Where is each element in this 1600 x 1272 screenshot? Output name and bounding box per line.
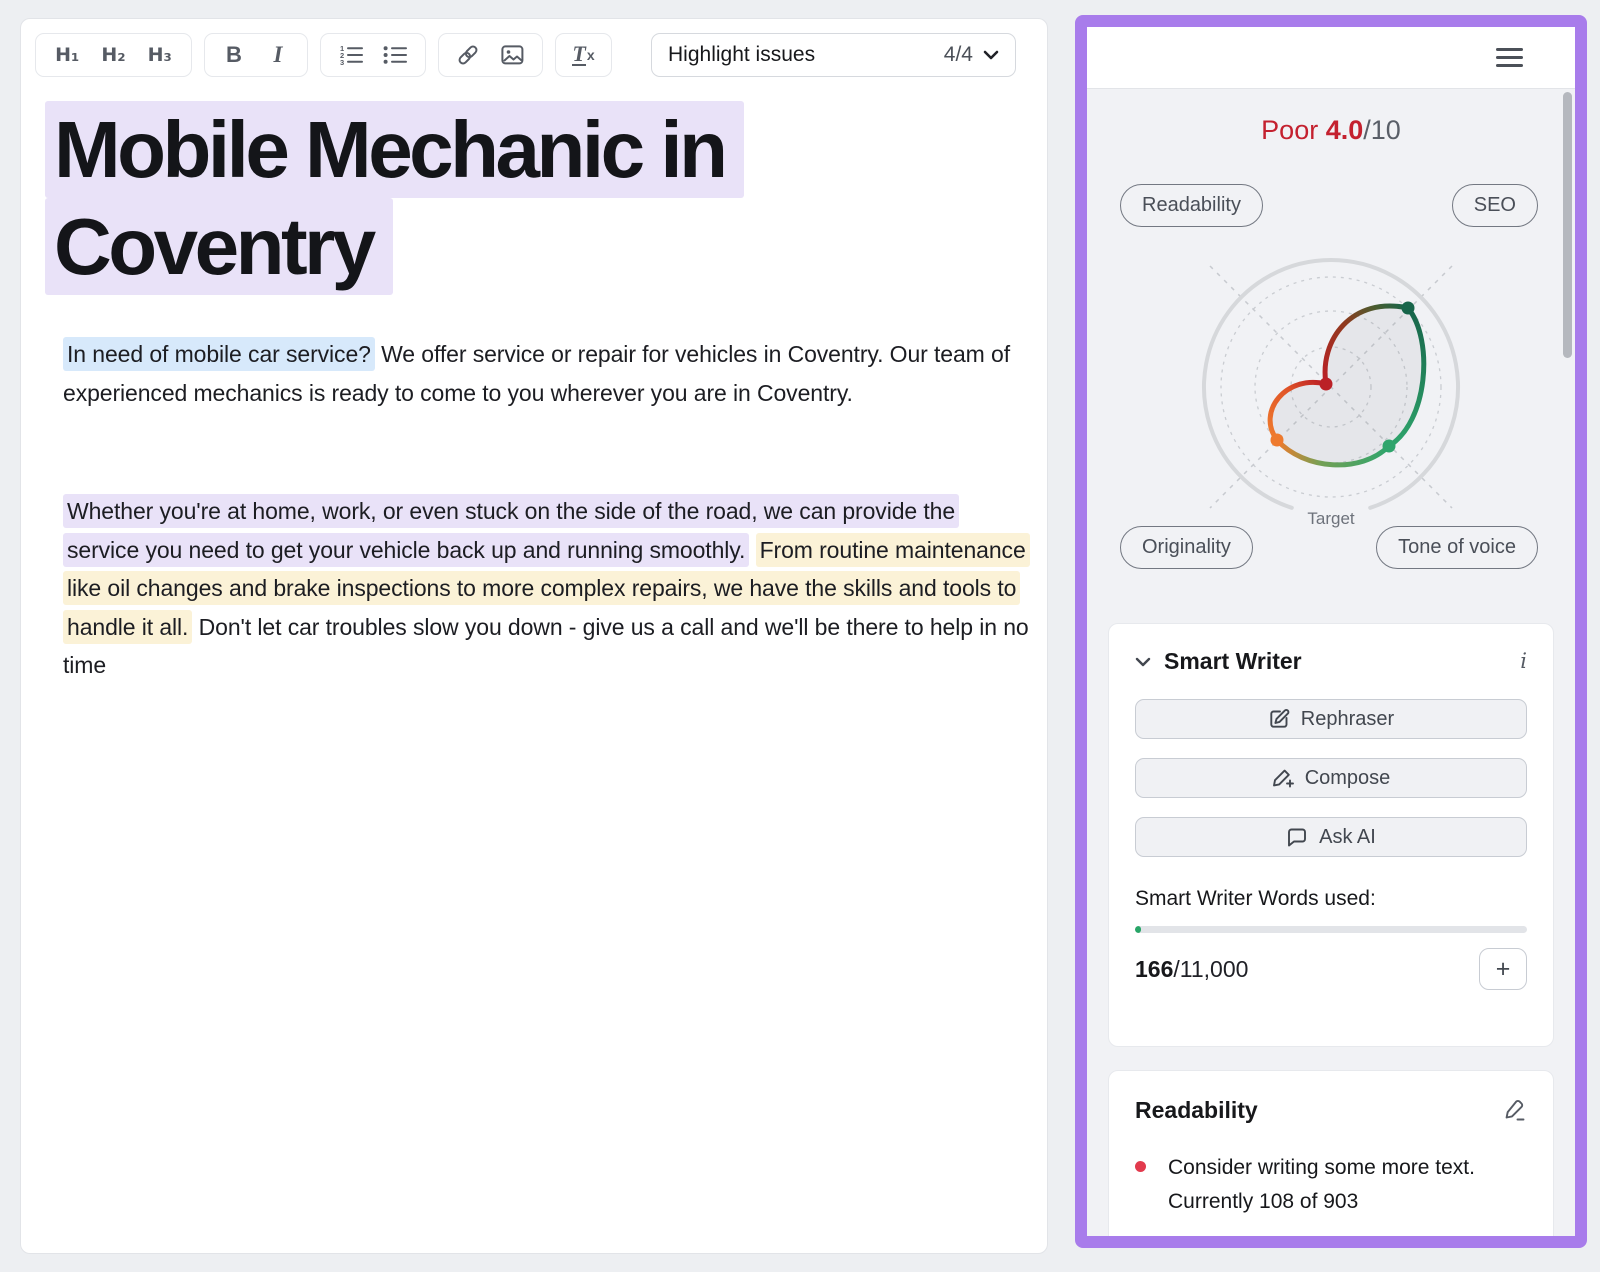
panel-scrollbar[interactable] [1563, 92, 1572, 358]
readability-pill[interactable]: Readability [1120, 184, 1263, 227]
clear-formatting-t: T [572, 41, 586, 66]
highlight-issues-count: 4/4 [943, 43, 973, 66]
words-limit-value: /11,000 [1173, 955, 1249, 982]
svg-text:1: 1 [339, 45, 344, 53]
issue-severity-dot [1135, 1161, 1146, 1172]
bullet-list-button[interactable] [380, 34, 410, 76]
seo-point [1402, 302, 1415, 315]
paragraph-2-space [749, 537, 755, 563]
readability-card-title: Readability [1135, 1097, 1258, 1123]
originality-point [1271, 434, 1284, 447]
svg-text:3: 3 [339, 58, 344, 65]
collapse-chevron-icon[interactable] [1135, 657, 1151, 667]
h3-button[interactable]: H₃ [147, 44, 172, 66]
paragraph-1[interactable] [63, 335, 1031, 412]
rephraser-icon [1268, 708, 1290, 730]
clear-formatting-button[interactable] [569, 34, 599, 76]
chevron-down-icon [983, 50, 999, 60]
paragraph-2-text: Don't let car troubles slow you down - give us a call and we'll be there to help in no time [63, 613, 1029, 679]
readability-issue[interactable] [1135, 1151, 1527, 1219]
overall-score [1087, 115, 1575, 146]
add-words-button[interactable]: + [1479, 948, 1527, 990]
h1-button[interactable]: H₁ [55, 44, 80, 66]
italic-button[interactable]: I [273, 42, 283, 67]
smart-writer-card [1108, 623, 1554, 1047]
insert-group [438, 33, 543, 77]
title-line-1: Mobile Mechanic in [45, 101, 744, 198]
clear-formatting-x: x [586, 47, 595, 63]
panel-body [1087, 89, 1575, 1236]
score-gauge [1153, 219, 1509, 563]
target-label: Target [1307, 509, 1355, 528]
rephraser-label: Rephraser [1300, 707, 1395, 730]
words-progress-bar [1135, 926, 1527, 933]
highlight-purple: Whether you're at home, work, or even stuck on the side of the road, we can provide the service you need to get your vehicle back up and running smoothly. [63, 494, 959, 567]
readability-card [1108, 1070, 1554, 1248]
list-group [320, 33, 426, 77]
readability-point [1320, 378, 1333, 391]
ask-ai-button[interactable] [1135, 817, 1527, 857]
words-used-label: Smart Writer Words used: [1135, 887, 1376, 910]
highlight-issues-label: Highlight issues [668, 43, 816, 66]
h2-button[interactable]: H₂ [101, 44, 126, 66]
score-label: Poor [1261, 115, 1319, 145]
ask-ai-label: Ask AI [1319, 825, 1376, 848]
score-value: 4.0 [1325, 115, 1364, 145]
ordered-list-button[interactable] [336, 34, 366, 76]
compose-icon [1272, 767, 1294, 789]
bold-button[interactable]: B [226, 42, 242, 67]
panel-header [1087, 27, 1575, 89]
score-max: /10 [1363, 115, 1401, 145]
tone-of-voice-pill[interactable]: Tone of voice [1376, 526, 1538, 569]
words-used-value: 166 [1135, 955, 1174, 982]
image-icon[interactable] [498, 34, 528, 76]
clear-format-group [555, 33, 612, 77]
highlight-blue: In need of mobile car service? [63, 337, 375, 371]
heading-buttons-group [35, 33, 192, 77]
text-style-group [204, 33, 308, 77]
highlight-issues-dropdown[interactable] [651, 33, 1016, 77]
highlight-yellow: From routine maintenance like oil changes and brake inspections to more complex repairs, we have the skills and tools to handle it all. [63, 533, 1030, 644]
smart-writer-title: Smart Writer [1164, 648, 1302, 674]
assistant-panel [1075, 15, 1587, 1248]
compose-label: Compose [1304, 766, 1391, 789]
paragraph-1-text: We offer service or repair for vehicles in Coventry. Our team of experienced mechanics is ready to come to you wherever you are in Coventry. [63, 341, 1011, 406]
chat-bubble-icon [1286, 826, 1308, 848]
info-icon[interactable]: i [1520, 649, 1527, 673]
compose-button[interactable] [1135, 758, 1527, 798]
paragraph-2[interactable] [63, 492, 1031, 685]
rephraser-button[interactable] [1135, 699, 1527, 739]
svg-text:2: 2 [339, 51, 344, 60]
originality-pill[interactable]: Originality [1120, 526, 1253, 569]
issue-text: Consider writing some more text. Currently 108 of 903 [1168, 1156, 1475, 1213]
title-line-2: Coventry [45, 198, 393, 295]
edit-pencil-icon[interactable] [1502, 1097, 1527, 1122]
editor-card [20, 18, 1048, 1254]
document-title[interactable] [45, 101, 744, 295]
words-progress-fill [1135, 926, 1141, 933]
seo-pill[interactable]: SEO [1452, 184, 1538, 227]
menu-icon[interactable] [1496, 48, 1523, 72]
link-icon[interactable] [453, 34, 483, 76]
tone-of-voice-point [1383, 440, 1396, 453]
